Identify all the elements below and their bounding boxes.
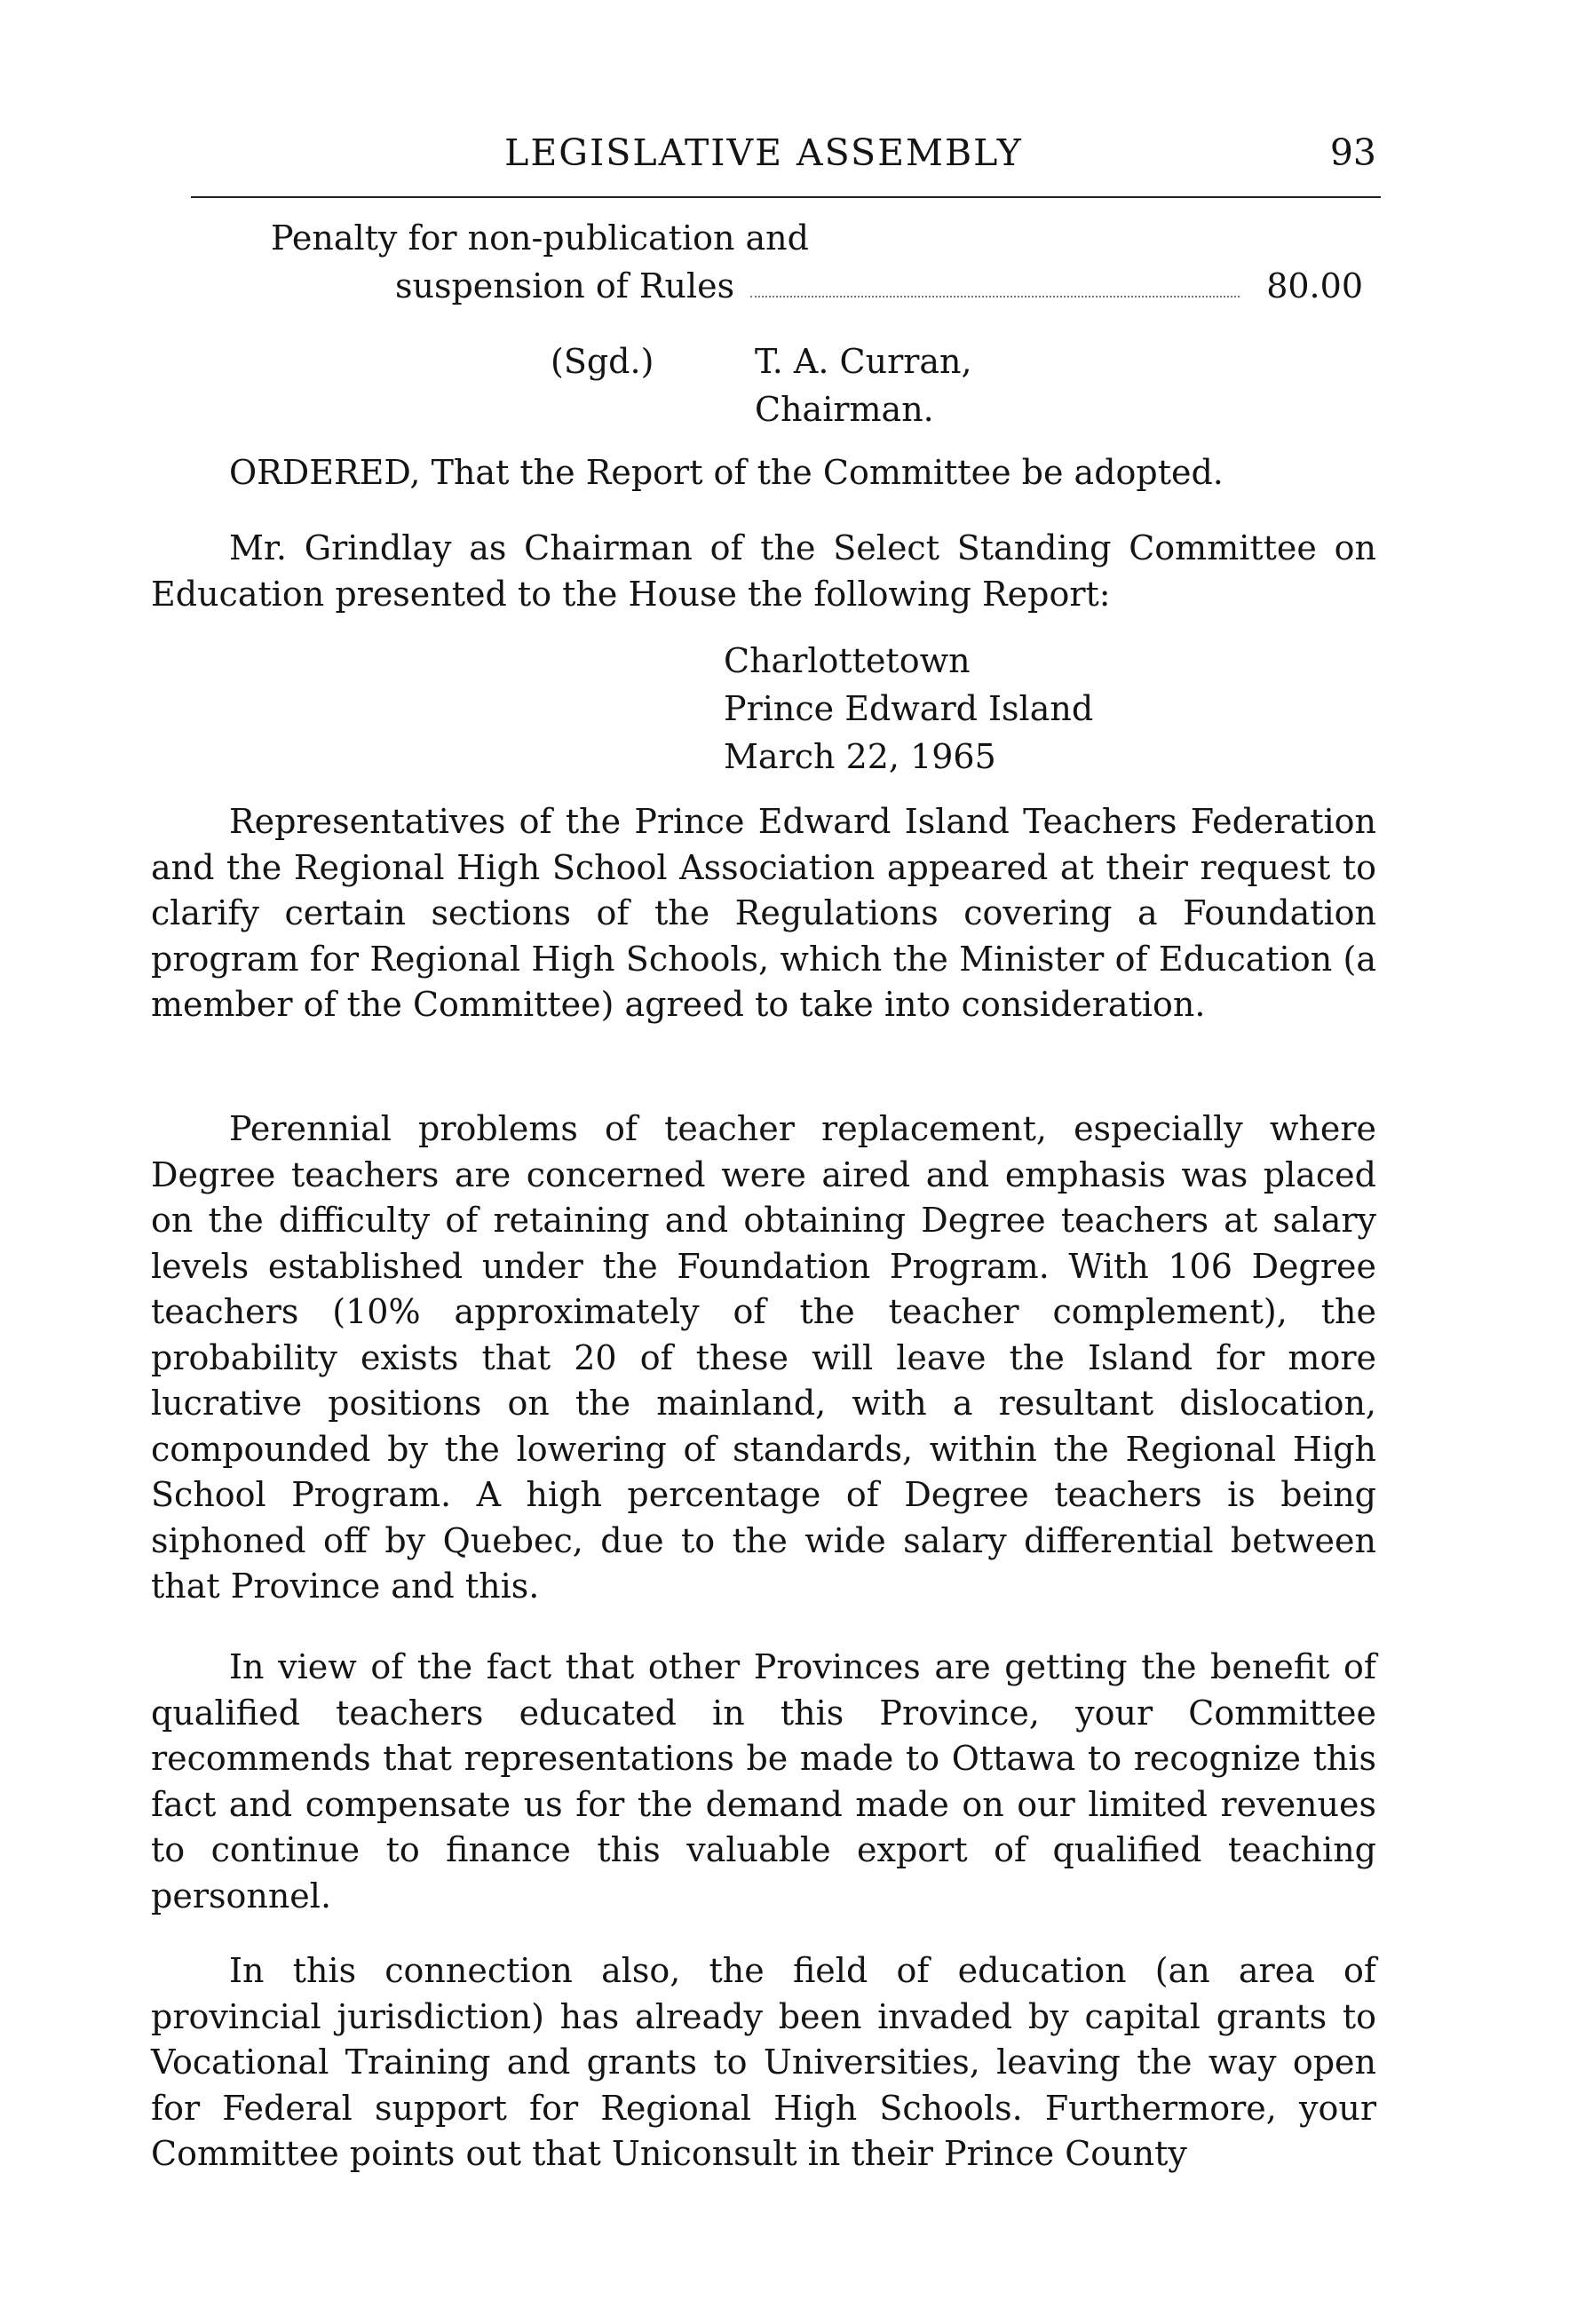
- page-number: 93: [1329, 131, 1376, 174]
- penalty-label-line1: Penalty for non-publication and: [271, 218, 809, 258]
- penalty-label-line2: [395, 266, 1363, 314]
- dateline-province: Prince Edward Island: [724, 689, 1094, 728]
- signature-name: T. A. Curran,: [755, 342, 972, 381]
- signature-block: [551, 337, 972, 433]
- paragraph: Perennial problems of teacher replacement, especially where Degree teachers are concerned were aired and emphasis was placed on the difficulty of retaining and obtaining Degree teachers at salary levels established under the Foundation Program. With 106 Degree teachers (10% approximately of the teacher complement), the probability exists that 20 of these will leave the Island for more lucrative positions on the mainland, with a resultant dislocation, compounded by the lowering of standards, within the Regional High School Program. A high percentage of Degree teachers is being siphoned off by Quebec, due to the wide salary differential between that Province and this.: [151, 1109, 1376, 1606]
- header-rule: [191, 196, 1381, 198]
- paragraph: In this connection also, the field of education (an area of provincial jurisdiction) has already been invaded by capital grants to Vocational Training and grants to Universities, leaving the way open for Federal support for Regional High Schools. Furthermore, your Committee points out that Uniconsult in their Prince County: [151, 1951, 1376, 2173]
- paragraph: Representatives of the Prince Edward Island Teachers Federation and the Regional High School Association appeared at their request to clarify certain sections of the Regulations covering a Foundation program for Regional High Schools, which the Minister of Education (a member of the Committee) agreed to take into consideration.: [151, 802, 1376, 1024]
- penalty-label-line2-text: suspension of Rules: [395, 266, 735, 305]
- paragraph: In view of the fact that other Provinces are getting the benefit of qualified teachers educated in this Province, your Committee recommends that representations be made to Ottawa to recognize this fact and compensate us for the demand made on our limited revenues to continue to finance this valuable export of qualified teaching personnel.: [151, 1647, 1376, 1916]
- dateline-date: March 22, 1965: [724, 737, 996, 776]
- signature-title: Chairman.: [755, 390, 934, 429]
- dot-leader: [750, 295, 1240, 297]
- running-head: LEGISLATIVE ASSEMBLY: [504, 131, 1023, 174]
- dateline-city: Charlottetown: [724, 641, 971, 680]
- penalty-amount: 80.00: [1266, 266, 1363, 305]
- signature-sgd: (Sgd.): [551, 342, 654, 381]
- report-intro: Mr. Grindlay as Chairman of the Select Standing Committee on Education presented to the House the following Report:: [151, 528, 1376, 614]
- page-header: [151, 131, 1376, 185]
- report-dateline: [724, 637, 1093, 781]
- ordered-statement: ORDERED, That the Report of the Committee be adopted.: [229, 453, 1224, 492]
